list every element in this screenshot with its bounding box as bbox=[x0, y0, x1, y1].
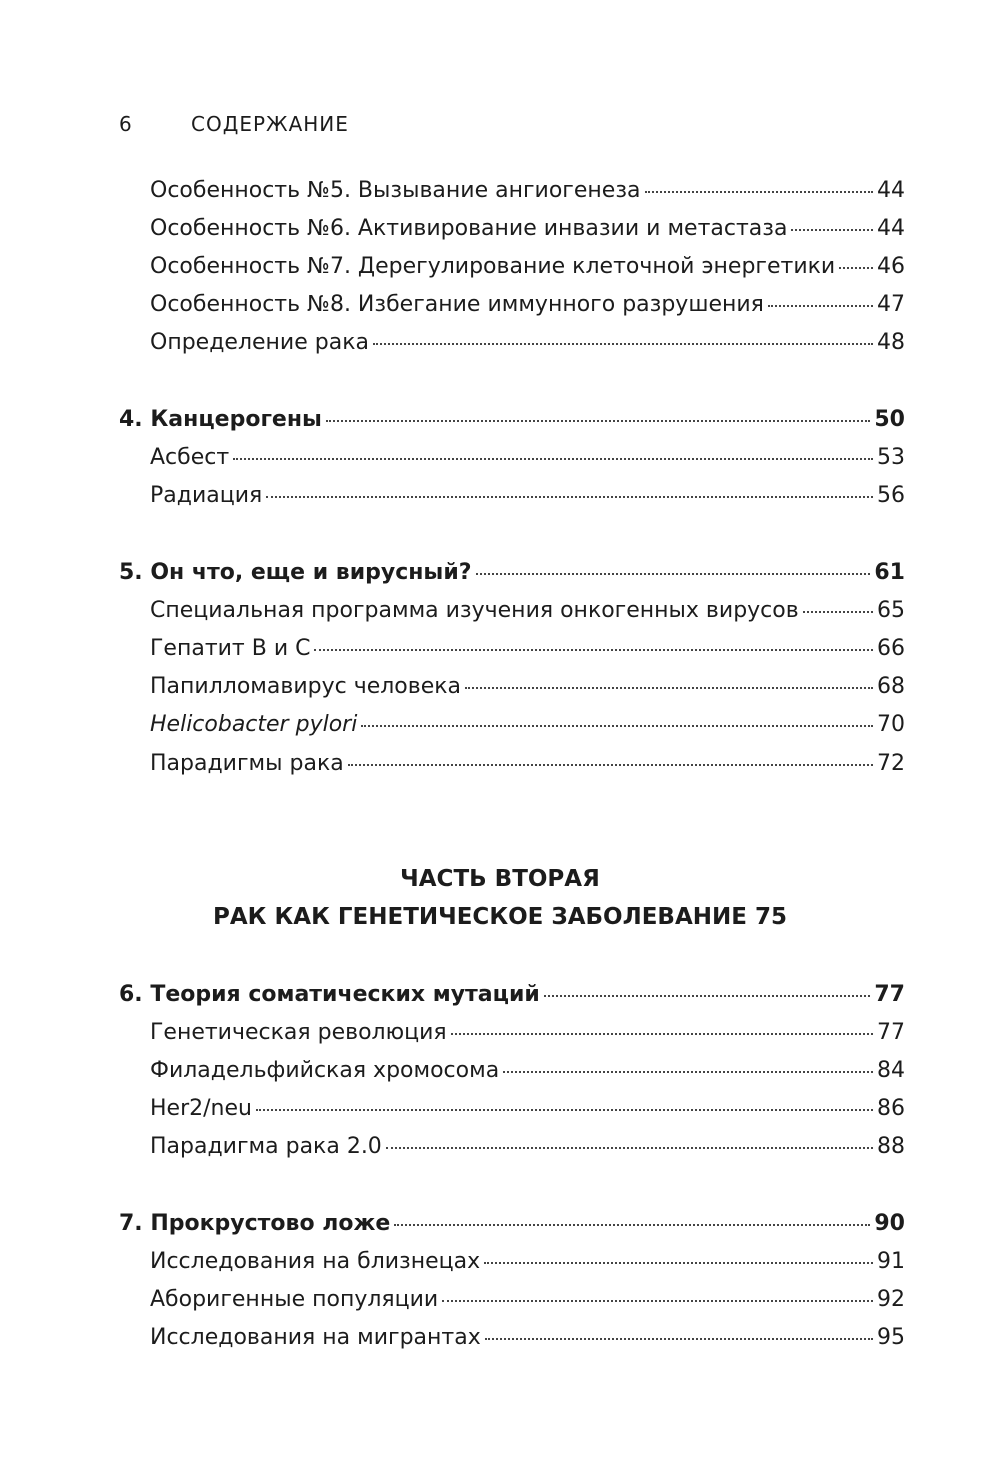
dot-leader bbox=[394, 1202, 870, 1226]
toc-entry[interactable]: Специальная программа изучения онкогенных вирусов 65 bbox=[150, 592, 905, 630]
toc-entry[interactable]: Филадельфийская хромосома 84 bbox=[150, 1052, 905, 1090]
toc-chapter[interactable]: 6. Теория соматических мутаций 77 bbox=[119, 976, 905, 1014]
toc-entry[interactable]: Гепатит В и С 66 bbox=[150, 630, 905, 668]
part-label: ЧАСТЬ ВТОРАЯ bbox=[400, 866, 600, 892]
toc-entry[interactable]: Исследования на мигрантах 95 bbox=[150, 1319, 905, 1357]
dot-leader bbox=[645, 169, 874, 193]
toc-entry[interactable]: Helicobacter pylori 70 bbox=[150, 706, 905, 744]
dot-leader bbox=[266, 474, 873, 498]
toc-chapter[interactable]: 7. Прокрустово ложе 90 bbox=[119, 1205, 905, 1243]
dot-leader bbox=[465, 665, 873, 689]
toc-entry[interactable]: Особенность №6. Активирование инвазии и метастаза 44 bbox=[150, 210, 905, 248]
toc-entry[interactable]: Асбест 53 bbox=[150, 439, 905, 477]
toc-entry[interactable]: Исследования на близнецах 91 bbox=[150, 1243, 905, 1281]
toc-entry[interactable]: Папилломавирус человека 68 bbox=[150, 668, 905, 706]
dot-leader bbox=[544, 973, 871, 997]
dot-leader bbox=[476, 551, 871, 575]
dot-leader bbox=[442, 1278, 873, 1302]
toc-entry[interactable]: Парадигмы рака 72 bbox=[150, 745, 905, 783]
dot-leader bbox=[373, 321, 873, 345]
running-head bbox=[119, 112, 349, 136]
dot-leader bbox=[348, 742, 873, 766]
dot-leader bbox=[839, 245, 873, 269]
dot-leader bbox=[791, 207, 873, 231]
dot-leader bbox=[386, 1125, 873, 1149]
toc-entry[interactable]: Her2/neu 86 bbox=[150, 1090, 905, 1128]
dot-leader bbox=[233, 436, 873, 460]
dot-leader bbox=[314, 627, 873, 651]
toc-entry[interactable]: Аборигенные популяции 92 bbox=[150, 1281, 905, 1319]
page-number: 6 bbox=[119, 112, 133, 136]
toc-entry[interactable]: Особенность №7. Дерегулирование клеточной энергетики 46 bbox=[150, 248, 905, 286]
running-title: СОДЕРЖАНИЕ bbox=[191, 112, 349, 136]
toc-entry[interactable]: Парадигма рака 2.0 88 bbox=[150, 1128, 905, 1166]
toc-entry[interactable]: Особенность №5. Вызывание ангиогенеза 44 bbox=[150, 172, 905, 210]
dot-leader bbox=[451, 1011, 873, 1035]
dot-leader bbox=[503, 1049, 873, 1073]
dot-leader bbox=[485, 1316, 873, 1340]
part-title: РАК КАК ГЕНЕТИЧЕСКОЕ ЗАБОЛЕВАНИЕ 75 bbox=[213, 904, 787, 930]
toc-chapter[interactable]: 5. Он что, еще и вирусный? 61 bbox=[119, 554, 905, 592]
toc-entry[interactable]: Генетическая революция 77 bbox=[150, 1014, 905, 1052]
toc-entry[interactable]: Особенность №8. Избегание иммунного разрушения 47 bbox=[150, 286, 905, 324]
dot-leader bbox=[361, 703, 873, 727]
toc-entry[interactable]: Определение рака 48 bbox=[150, 324, 905, 362]
toc-entry[interactable]: Радиация 56 bbox=[150, 477, 905, 515]
dot-leader bbox=[768, 283, 873, 307]
dot-leader bbox=[256, 1087, 873, 1111]
dot-leader bbox=[326, 398, 870, 422]
toc-chapter[interactable]: 4. Канцерогены 50 bbox=[119, 401, 905, 439]
dot-leader bbox=[484, 1240, 873, 1264]
dot-leader bbox=[803, 589, 873, 613]
